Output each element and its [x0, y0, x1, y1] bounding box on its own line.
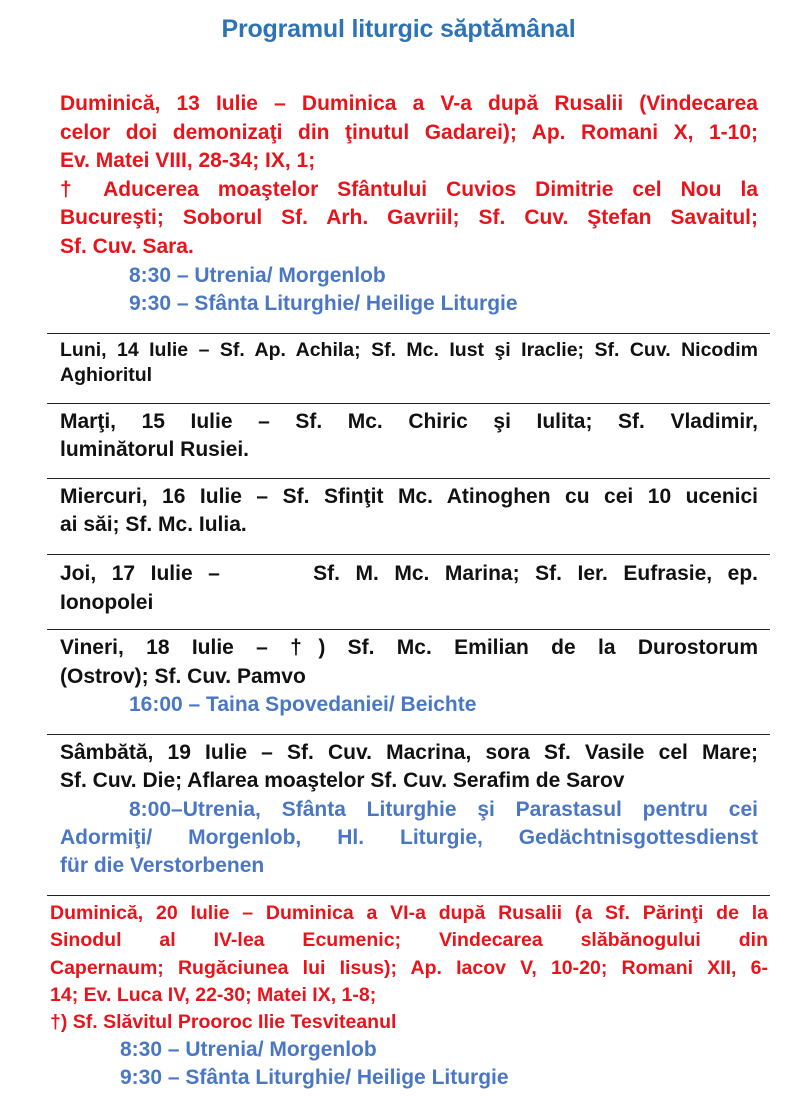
tuesday-15-entry: [60, 408, 758, 464]
service-time: 16:00 – Taina Spovedaniei/ Beichte: [129, 693, 477, 716]
entry-line: †) Sf. Slăvitul Prooroc Ilie Tesviteanul: [50, 1011, 397, 1034]
entry-line: Vineri, 18 Iulie – †) Sf. Mc. Emilian de la Durostorum: [60, 636, 758, 659]
entry-line: Marţi, 15 Iulie – Sf. Mc. Chiric şi Iulita; Sf. Vladimir,: [60, 410, 758, 433]
entry-line: Sâmbătă, 19 Iulie – Sf. Cuv. Macrina, sora Sf. Vasile cel Mare;: [60, 741, 758, 764]
sunday-20-entry: [50, 900, 768, 1091]
entry-line: Bucureşti; Soborul Sf. Arh. Gavriil; Sf. Cuv. Ştefan Savaitul;: [60, 206, 758, 230]
entry-line: 14; Ev. Luca IV, 22-30; Matei IX, 1-8;: [50, 983, 377, 1006]
entry-line: Joi, 17 Iulie – Sf. M. Mc. Marina; Sf. Ier. Eufrasie, ep.: [60, 562, 758, 585]
entry-line: Sf. Cuv. Sara.: [60, 234, 194, 258]
wednesday-16-entry: [60, 483, 758, 539]
entry-line: Duminică, 13 Iulie – Duminica a V-a după Rusalii (Vindecarea: [60, 92, 758, 115]
divider: [47, 895, 770, 896]
entry-line: Sf. Cuv. Die; Aflarea moaştelor Sf. Cuv. Serafim de Sarov: [60, 769, 625, 793]
divider: [47, 403, 770, 404]
service-time: 8:30 – Utrenia/ Morgenlob: [120, 1038, 377, 1062]
sunday-13-entry: [60, 90, 758, 319]
divider: [47, 478, 770, 479]
entry-line: † Aducerea moaştelor Sfântului Cuvios Dimitrie cel Nou la: [60, 177, 758, 201]
service-time: 9:30 – Sfânta Liturghie/ Heilige Liturgie: [120, 1065, 509, 1089]
entry-line: Miercuri, 16 Iulie – Sf. Sfinţit Mc. Atinoghen cu cei 10 ucenici: [60, 485, 758, 508]
service-time: 8:30 – Utrenia/ Morgenlob: [129, 263, 386, 287]
entry-line: luminătorul Rusiei.: [60, 438, 250, 461]
divider: [47, 333, 770, 334]
thursday-17-entry: [60, 559, 758, 617]
entry-line: ai săi; Sf. Mc. Iulia.: [60, 513, 247, 536]
divider: [47, 734, 770, 735]
entry-line: Capernaum; Rugăciunea lui Iisus); Ap. Iacov V, 10-20; Romani XII, 6-: [50, 956, 768, 979]
saturday-19-entry: [60, 739, 758, 880]
entry-line: Sinodul al IV-lea Ecumenic; Vindecarea slăbănogului din: [50, 929, 768, 952]
entry-line: celor doi demonizaţi din ţinutul Gadarei); Ap. Romani X, 1-10;: [60, 120, 758, 144]
divider: [47, 554, 770, 555]
entry-line: Duminică, 20 Iulie – Duminica a VI-a după Rusalii (a Sf. Părinţi de la: [50, 902, 768, 924]
entry-line: Ev. Matei VIII, 28-34; IX, 1;: [60, 149, 316, 173]
service-time: 9:30 – Sfânta Liturghie/ Heilige Liturgie: [129, 292, 518, 316]
entry-line: Ionopolei: [60, 591, 154, 614]
entry-line: Aghioritul: [60, 364, 153, 386]
service-time: Adormiţi/ Morgenlob, Hl. Liturgie, Gedächtnisgottesdienst: [60, 825, 758, 849]
page-title: Programul liturgic săptămânal: [221, 15, 576, 43]
service-time: für die Verstorbenen: [60, 854, 265, 878]
entry-line: Luni, 14 Iulie – Sf. Ap. Achila; Sf. Mc. Iust şi Iraclie; Sf. Cuv. Nicodim: [60, 339, 758, 361]
entry-line: (Ostrov); Sf. Cuv. Pamvo: [60, 664, 306, 688]
service-time: 8:00–Utrenia, Sfânta Liturghie şi Parastasul pentru cei: [129, 797, 758, 821]
monday-14-entry: [60, 338, 758, 388]
friday-18-entry: [60, 634, 758, 720]
divider: [47, 629, 770, 630]
